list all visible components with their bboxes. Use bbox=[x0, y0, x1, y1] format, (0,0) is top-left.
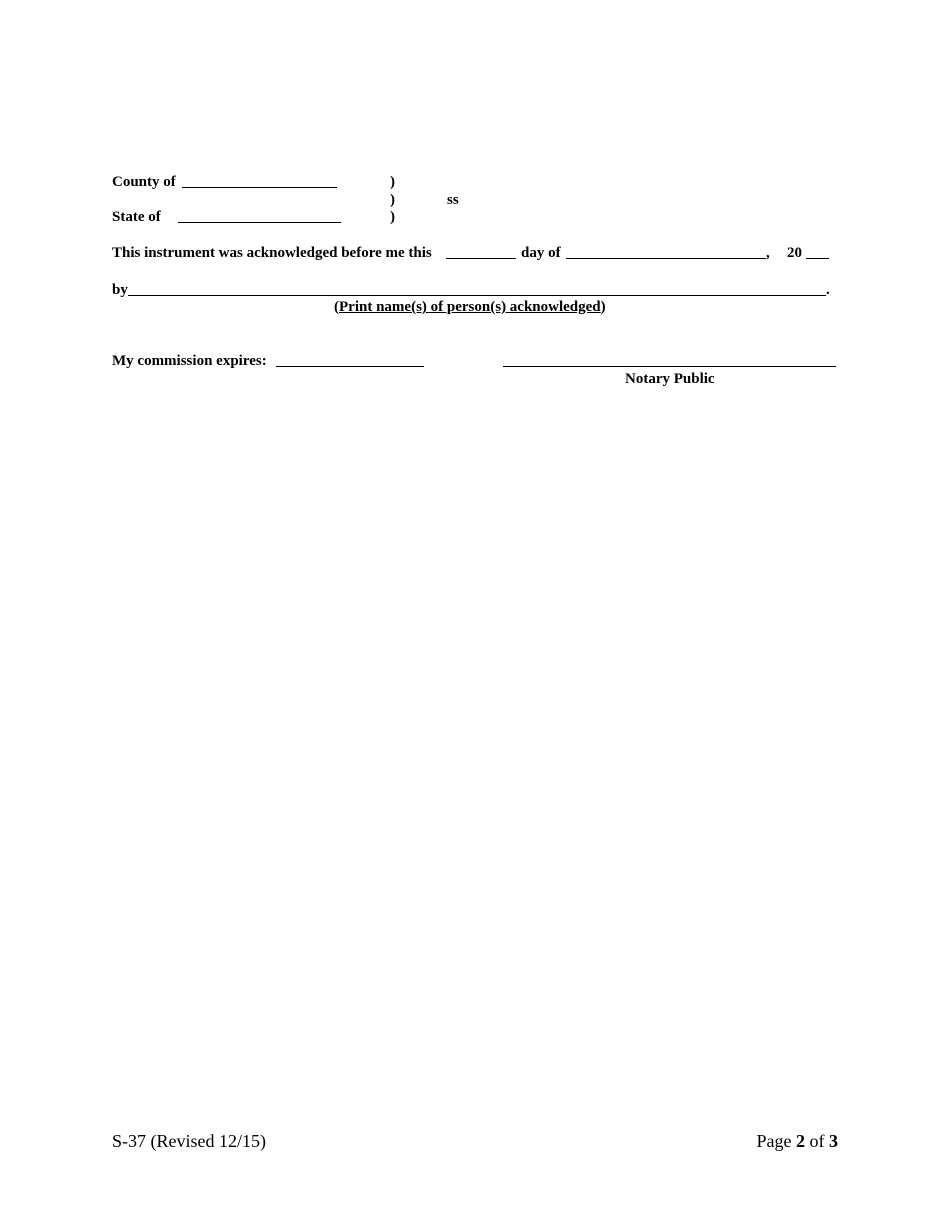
county-label: County of bbox=[112, 174, 176, 190]
commission-label: My commission expires: bbox=[112, 353, 267, 369]
venue-paren-2: ) bbox=[390, 192, 395, 208]
year-prefix: 20 bbox=[787, 245, 802, 261]
print-name-caption: (Print name(s) of person(s) acknowledged) bbox=[334, 299, 606, 315]
year-field[interactable] bbox=[806, 258, 829, 259]
day-field[interactable] bbox=[446, 258, 516, 259]
month-field[interactable] bbox=[566, 258, 766, 259]
venue-paren-1: ) bbox=[390, 174, 395, 190]
venue-paren-3: ) bbox=[390, 209, 395, 225]
day-of-label: day of bbox=[521, 245, 561, 261]
county-field[interactable] bbox=[182, 187, 337, 188]
notary-signature-field[interactable] bbox=[503, 366, 836, 367]
page-number: Page 2 of 3 bbox=[756, 1131, 838, 1151]
ss-label: ss bbox=[447, 192, 459, 208]
month-comma: , bbox=[766, 245, 770, 261]
state-field[interactable] bbox=[178, 222, 341, 223]
notary-public-label: Notary Public bbox=[625, 371, 715, 387]
by-label: by bbox=[112, 282, 128, 298]
acknowledged-text: This instrument was acknowledged before me this bbox=[112, 245, 432, 261]
acknowledged-names-field[interactable] bbox=[128, 295, 826, 296]
commission-expires-field[interactable] bbox=[276, 366, 424, 367]
by-period: . bbox=[826, 282, 830, 298]
form-code: S-37 (Revised 12/15) bbox=[112, 1131, 266, 1151]
state-label: State of bbox=[112, 209, 161, 225]
